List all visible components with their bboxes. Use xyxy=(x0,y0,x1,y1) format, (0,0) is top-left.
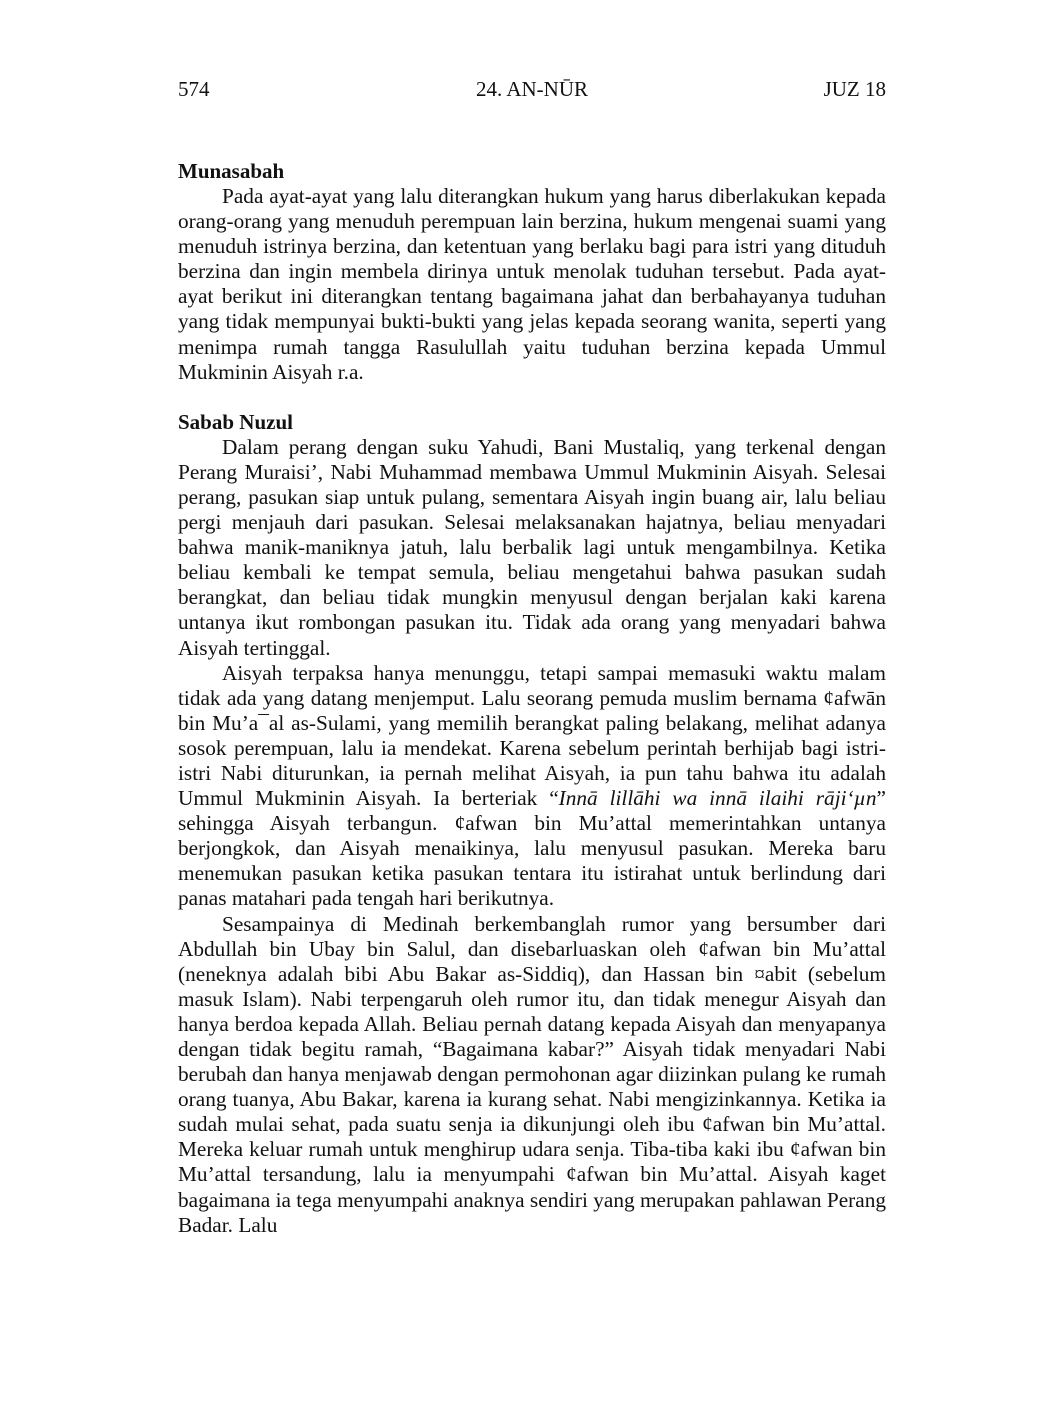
munasabah-heading: Munasabah xyxy=(178,159,285,183)
sabab-nuzul-heading: Sabab Nuzul xyxy=(178,409,293,434)
paragraph-2-text-before: Aisyah terpaksa hanya menunggu, tetapi sampai memasuki waktu malam tidak ada yang datang menjemput. Lalu seorang pemuda muslim bernama ¢afwān bin Mu’a¯al as-Sulami, yang memilih berangkat paling belakang, melihat adanya sosok perempuan, lalu ia mendekat. Karena sebelum perintah berhijab bagi istri-istri Nabi diturunkan, ia pernah melihat Aisyah, ia pun tahu bahwa itu adalah Ummul Mukminin Aisyah. Ia berteriak “ xyxy=(178,660,886,811)
sabab-nuzul-paragraph-2 xyxy=(178,661,886,912)
surah-title: 24. AN-NŪR xyxy=(475,77,588,101)
page-number: 574 xyxy=(178,77,210,101)
juz-label: JUZ 18 xyxy=(823,77,886,101)
paragraph-2-text-after: ” sehingga Aisyah terbangun. ¢afwan bin Mu’attal memerintahkan untanya berjongkok, dan Aisyah menaikinya, lalu menyusul pasukan. Mereka baru menemukan pasukan ketika pasukan tentara itu istirahat untuk berlindung dari panas matahari pada tengah hari berikutnya. xyxy=(178,786,886,911)
running-header xyxy=(178,74,886,104)
istirja-phrase: Innā lillāhi wa innā ilaihi rāji‘µn xyxy=(558,786,877,811)
document-page xyxy=(178,74,886,1238)
munasabah-paragraph: Pada ayat-ayat yang lalu diterangkan hukum yang harus diberlakukan kepada orang-orang yang menuduh perempuan lain berzina, hukum mengenai suami yang menuduh istrinya berzina, dan ketentuan yang berlaku bagi para istri yang dituduh berzina dan ingin membela dirinya untuk menolak tuduhan tersebut. Pada ayat-ayat berikut ini diterangkan tentang bagaimana jahat dan berbahayanya tuduhan yang tidak mempunyai bukti-bukti yang jelas kepada seorang wanita, seperti yang menimpa rumah tangga Rasulullah yaitu tuduhan berzina kepada Ummul Mukminin Aisyah r.a. xyxy=(178,184,886,384)
sabab-nuzul-paragraph-1: Dalam perang dengan suku Yahudi, Bani Mustaliq, yang terkenal dengan Perang Muraisi’, Nabi Muhammad membawa Ummul Mukminin Aisyah. Selesai perang, pasukan siap untuk pulang, sementara Aisyah ingin buang air, lalu beliau pergi menjauh dari pasukan. Selesai melaksanakan hajatnya, beliau menyadari bahwa manik-maniknya jatuh, lalu berbalik lagi untuk mengambilnya. Ketika beliau kembali ke tempat semula, beliau mengetahui bahwa pasukan sudah berangkat, dan beliau tidak mungkin menyusul dengan berjalan kaki karena untanya ikut rombongan pasukan itu. Tidak ada orang yang menyadari bahwa Aisyah tertinggal. xyxy=(178,434,886,660)
sabab-nuzul-paragraph-3: Sesampainya di Medinah berkembanglah rumor yang bersumber dari Abdullah bin Ubay bin Salul, dan disebarluaskan oleh ¢afwan bin Mu’attal (neneknya adalah bibi Abu Bakar as-Siddiq), dan Hassan bin ¤abit (sebelum masuk Islam). Nabi terpengaruh oleh rumor itu, dan tidak menegur Aisyah dan hanya berdoa kepada Allah. Beliau pernah datang kepada Aisyah dan menyapanya dengan tidak begitu ramah, “Bagaimana kabar?” Aisyah tidak menyadari Nabi berubah dan hanya menjawab dengan permohonan agar diizinkan pulang ke rumah orang tuanya, Abu Bakar, karena ia kurang sehat. Nabi mengizinkannya. Ketika ia sudah mulai sehat, pada suatu senja ia dikunjungi oleh ibu ¢afwan bin Mu’attal. Mereka keluar rumah untuk menghirup udara senja. Tiba-tiba kaki ibu ¢afwan bin Mu’attal tersandung, lalu ia menyumpahi ¢afwan bin Mu’attal. Aisyah kaget bagaimana ia tega menyumpahi anaknya sendiri yang merupakan pahlawan Perang Badar. Lalu xyxy=(178,911,886,1237)
